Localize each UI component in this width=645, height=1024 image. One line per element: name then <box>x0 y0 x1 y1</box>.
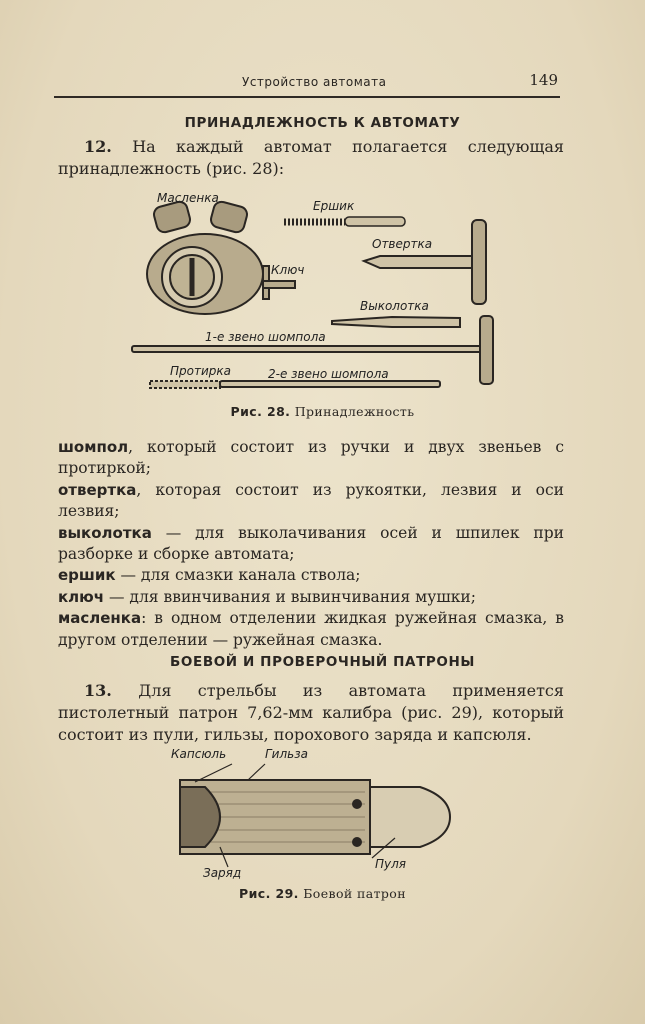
screwdriver-drawing <box>364 220 486 304</box>
brush-drawing <box>284 217 405 226</box>
term: отвертка <box>58 480 137 499</box>
cartridge-drawing <box>180 764 450 867</box>
list-item <box>58 608 564 651</box>
paragraph-12 <box>58 136 564 180</box>
oiler-drawing <box>147 200 263 314</box>
term-definition: — для смазки канала ствола; <box>115 566 361 585</box>
label-screwdriver: Отвертка <box>372 237 433 251</box>
section-heading-accessories: ПРИНАДЛЕЖНОСТЬ К АВТОМАТУ <box>184 115 461 131</box>
term: шомпол <box>58 438 129 456</box>
term-definition: , которая состоит из рукоятки, лезвия и оси лезвия; <box>58 480 564 521</box>
label-wiper: Протирка <box>170 364 231 378</box>
figure-29-caption <box>0 886 645 901</box>
caption-number: Рис. 29. <box>239 886 299 901</box>
term-definition: — для ввинчивания и вывинчивания мушки; <box>104 587 476 606</box>
paragraph-number: 12. <box>84 137 112 156</box>
label-charge: Заряд <box>203 866 242 880</box>
term-definition: : в одном отделении жидкая ружейная смазка, в другом отделении — ружейная смазка. <box>58 609 564 649</box>
term: ключ <box>58 587 105 606</box>
paragraph-text: Для стрельбы из автомата применяется пистолетный патрон 7,62-мм калибра (рис. 29), который состоит из пули, гильзы, порохового заряда и капсюля. <box>58 681 564 744</box>
section-heading-cartridges: БОЕВОЙ И ПРОВЕРОЧНЫЙ ПАТРОНЫ <box>170 654 475 670</box>
list-item <box>58 523 564 566</box>
accessory-list <box>58 437 564 651</box>
term: масленка <box>58 609 142 628</box>
drift-drawing <box>332 317 460 327</box>
figure-29-cartridge <box>0 742 645 882</box>
label-rod2: 2-е звено шомпола <box>268 367 389 381</box>
label-primer: Капсюль <box>171 747 227 761</box>
page-number: 149 <box>529 71 558 89</box>
list-item <box>58 587 564 608</box>
caption-number: Рис. 28. <box>230 404 291 419</box>
running-title: Устройство автомата <box>242 75 387 89</box>
figure-28-caption <box>0 404 645 419</box>
running-header <box>54 70 560 98</box>
label-bullet: Пуля <box>375 857 407 871</box>
caption-text: Принадлежность <box>294 404 415 419</box>
term: выколотка <box>58 523 152 542</box>
label-case: Гильза <box>265 747 308 761</box>
caption-text: Боевой патрон <box>303 886 406 901</box>
paragraph-13 <box>58 680 564 746</box>
list-item <box>58 480 564 523</box>
label-oiler: Масленка <box>157 191 219 205</box>
label-brush: Ершик <box>313 199 355 213</box>
paragraph-number: 13. <box>84 681 112 700</box>
label-key: Ключ <box>271 263 305 277</box>
label-drift: Выколотка <box>360 299 429 313</box>
term-definition: , который состоит из ручки и двух звеньев с протиркой; <box>58 438 564 478</box>
paragraph-text: На каждый автомат полагается следующая принадлежность (рис. 28): <box>58 137 564 178</box>
term: ершик <box>58 566 116 585</box>
rod2-drawing <box>150 381 440 388</box>
list-item <box>58 437 564 480</box>
label-rod1: 1-е звено шомпола <box>205 330 326 344</box>
term-definition: — для выколачивания осей и шпилек при разборке и сборке автомата; <box>58 523 564 564</box>
list-item <box>58 565 564 586</box>
figure-28-accessories <box>0 186 645 396</box>
